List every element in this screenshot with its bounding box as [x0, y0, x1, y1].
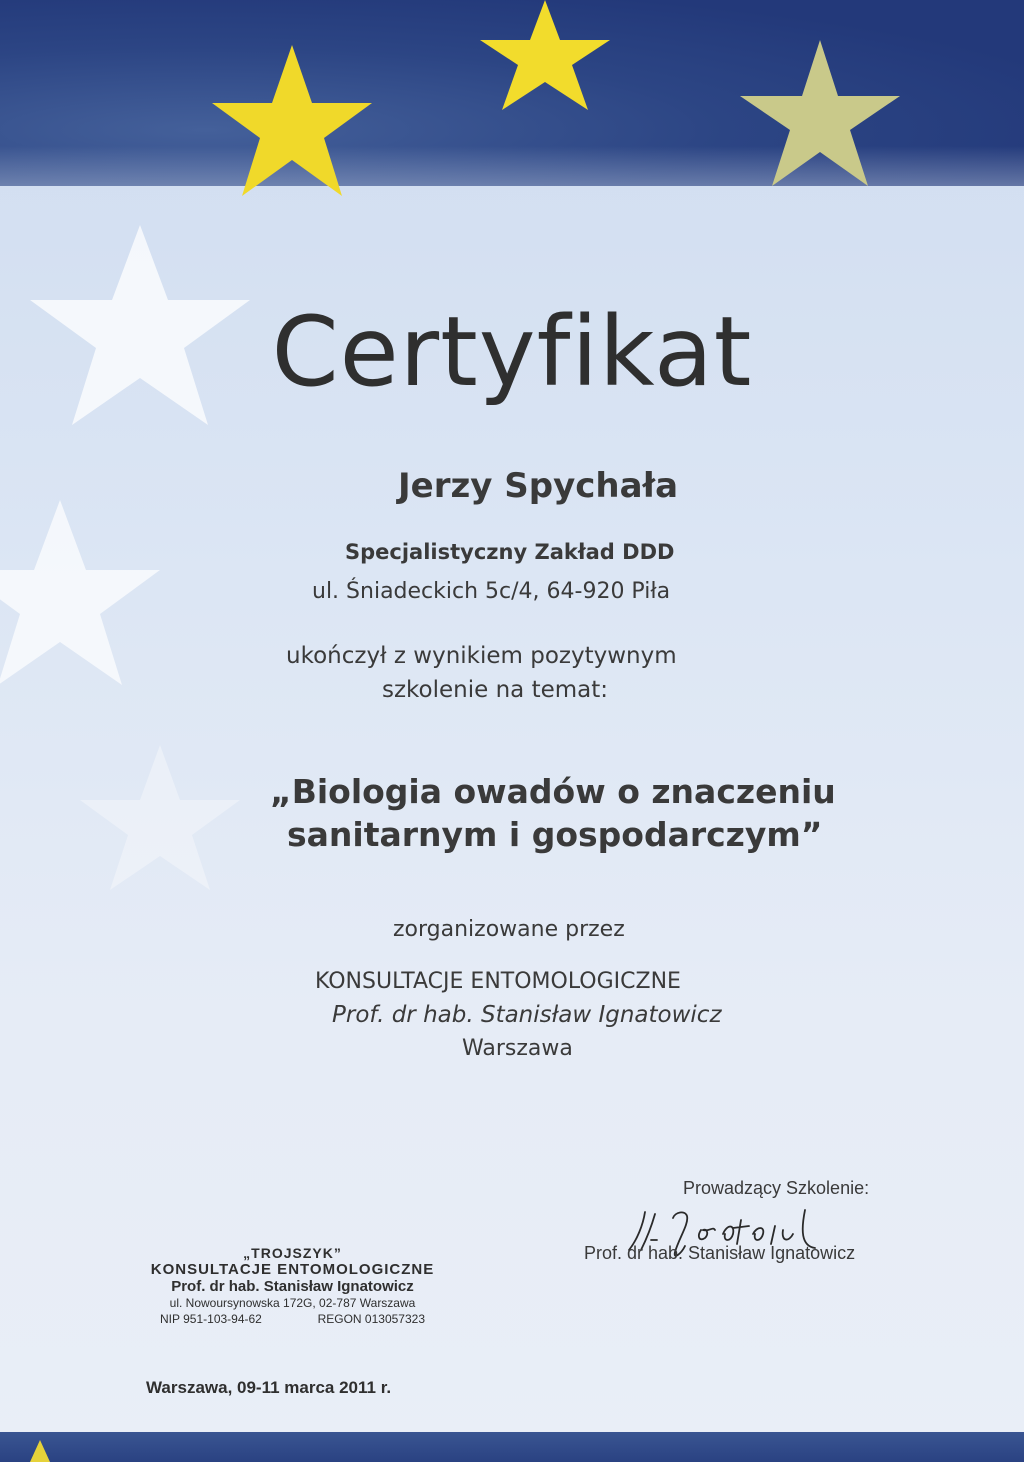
- star-icon: [740, 40, 900, 186]
- stamp-ids: [150, 1311, 435, 1327]
- training-topic-line2: sanitarnym i gospodarczym”: [287, 815, 823, 854]
- training-topic-line1: „Biologia owadów o znaczeniu: [270, 772, 836, 811]
- certificate-title: Certyfikat: [271, 296, 753, 408]
- trainer-name: Prof. dr hab. Stanisław Ignatowicz: [584, 1243, 856, 1263]
- issue-date: Warszawa, 09-11 marca 2011 r.: [146, 1378, 392, 1397]
- stamp-line: Prof. dr hab. Stanisław Ignatowicz: [171, 1278, 414, 1295]
- organizer-professor: Prof. dr hab. Stanisław Ignatowicz: [332, 1002, 722, 1028]
- star-icon: [480, 0, 610, 110]
- stamp-regon: REGON 013057323: [317, 1312, 425, 1326]
- star-icon: [0, 500, 160, 685]
- completion-text-line1: ukończył z wynikiem pozytywnym: [286, 643, 677, 669]
- trainer-label: Prowadzący Szkolenie:: [683, 1178, 870, 1198]
- organization-stamp: [150, 1245, 435, 1327]
- stamp-nip: NIP 951-103-94-62: [160, 1312, 262, 1326]
- organizer-city: Warszawa: [462, 1036, 573, 1061]
- stamp-line: KONSULTACJE ENTOMOLOGICZNE: [150, 1261, 435, 1278]
- recipient-name: Jerzy Spychała: [398, 466, 679, 506]
- organizer-name: KONSULTACJE ENTOMOLOGICZNE: [315, 969, 681, 994]
- recipient-company: Specjalistyczny Zakład DDD: [345, 540, 675, 564]
- star-icon: [30, 1440, 50, 1462]
- star-icon: [212, 45, 372, 196]
- stamp-line: „TROJSZYK”: [243, 1245, 342, 1261]
- stamp-line: ul. Nowoursynowska 172G, 02-787 Warszawa: [169, 1296, 416, 1310]
- completion-text-line2: szkolenie na temat:: [382, 677, 609, 703]
- star-icon: [80, 745, 240, 890]
- recipient-address: ul. Śniadeckich 5c/4, 64-920 Piła: [312, 579, 671, 604]
- organized-by-label: zorganizowane przez: [393, 917, 625, 942]
